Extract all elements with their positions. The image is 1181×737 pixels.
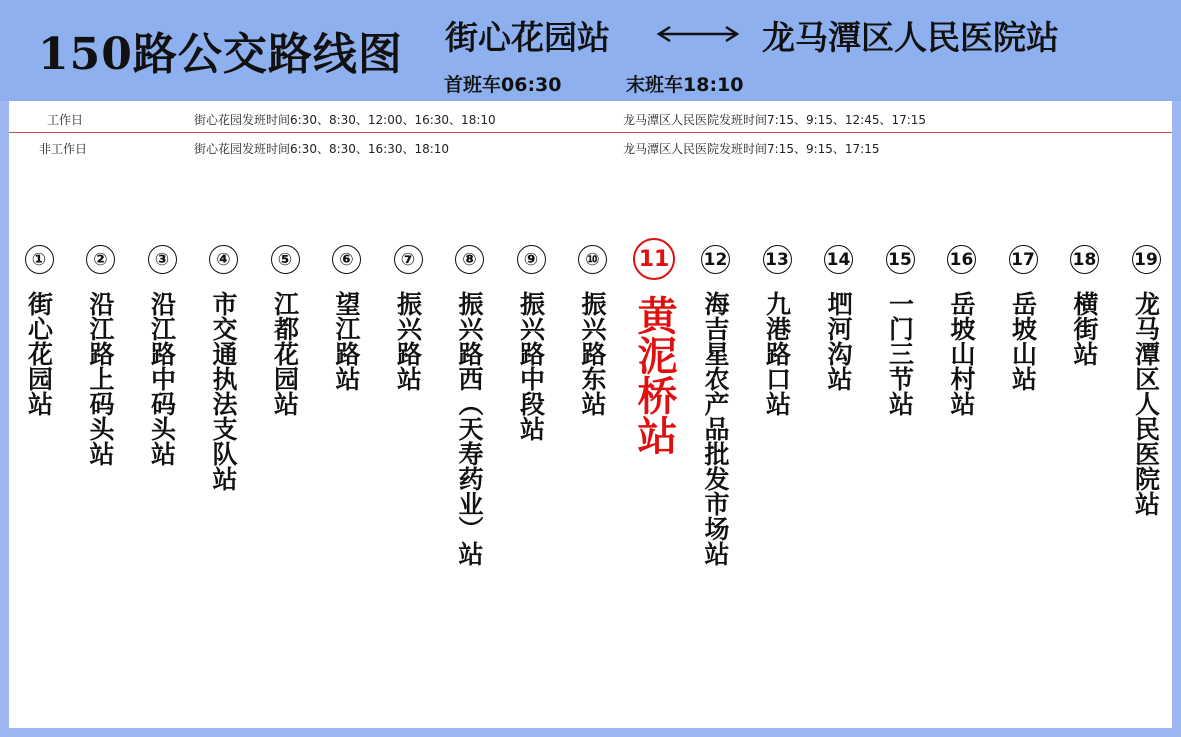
schedule-label: 工作日	[47, 113, 84, 127]
stop-number: ⑨	[517, 245, 546, 274]
stop-name: 江都花园站	[270, 291, 300, 416]
stop	[386, 245, 430, 391]
stop	[1063, 245, 1107, 366]
stop-number: ⑧	[455, 245, 484, 274]
stop-number: 16	[947, 245, 976, 274]
terminal-end: 龙马潭区人民医院站	[762, 18, 1059, 57]
route-title: 150路公交路线图	[38, 29, 403, 80]
schedule-row-weekday	[9, 103, 1172, 133]
stop-name: 振兴路站	[393, 291, 423, 391]
schedule-from-end: 龙马潭区人民医院发班时间7:15、9:15、12:45、17:15	[623, 113, 927, 127]
stop	[325, 245, 369, 391]
stop-number: 15	[886, 245, 915, 274]
stop-number: ⑩	[578, 245, 607, 274]
stop-number: 18	[1070, 245, 1099, 274]
stop	[940, 245, 984, 416]
stop-name: 振兴路东站	[578, 291, 607, 416]
stop-name: 岳坡山站	[1008, 291, 1038, 391]
first-bus-time: 首班车06:30	[444, 74, 562, 96]
stop-name: 海吉星农产品批发市场站	[701, 291, 730, 566]
stop-number: 14	[824, 245, 853, 274]
stop-number: 12	[701, 245, 730, 274]
stop-name: 望江路站	[332, 291, 361, 391]
stop-name: 横街站	[1070, 291, 1099, 366]
stop-name: 黄泥桥站	[631, 295, 677, 455]
stop	[878, 245, 922, 416]
stop	[17, 245, 61, 416]
route-panel	[9, 101, 1172, 728]
stop-number: 11	[633, 238, 675, 280]
bidirectional-arrow-icon	[656, 24, 740, 44]
stop-name: 龙马潭区人民医院站	[1131, 291, 1161, 516]
last-bus-time: 末班车18:10	[626, 74, 744, 96]
stop	[509, 245, 553, 441]
stop-current	[632, 245, 676, 455]
stop-name: 沿江路中码头站	[147, 291, 177, 466]
stop	[1001, 245, 1045, 391]
stop	[571, 245, 615, 416]
stop-number: 19	[1132, 245, 1161, 274]
stop-number: ①	[25, 245, 54, 274]
stop-name: 市交通执法支队站	[209, 291, 238, 491]
stop-name: 街心花园站	[24, 291, 54, 416]
schedule-from-start: 街心花园发班时间6:30、8:30、12:00、16:30、18:10	[194, 113, 496, 127]
stop	[79, 245, 123, 466]
terminal-start: 街心花园站	[445, 18, 610, 57]
stop	[140, 245, 184, 466]
stop-number: ③	[148, 245, 177, 274]
stop	[817, 245, 861, 391]
stop	[448, 245, 492, 566]
stop-number: ④	[209, 245, 238, 274]
stop	[263, 245, 307, 416]
stop-name: 垇河沟站	[824, 291, 853, 391]
stop-name: 岳坡山村站	[947, 291, 976, 416]
stop-name: 九港路口站	[762, 291, 792, 416]
stop-number: 17	[1009, 245, 1038, 274]
stop	[694, 245, 738, 566]
stop	[755, 245, 799, 416]
schedule-from-start: 街心花园发班时间6:30、8:30、16:30、18:10	[194, 142, 450, 156]
stop	[202, 245, 246, 491]
stop-number: ⑥	[332, 245, 361, 274]
schedule-row-nonweekday	[9, 132, 1172, 161]
schedule-label: 非工作日	[39, 142, 88, 156]
stop-number: ②	[86, 245, 115, 274]
stop-name: 振兴路中段站	[516, 291, 546, 441]
schedule-from-end: 龙马潭区人民医院发班时间7:15、9:15、17:15	[623, 142, 880, 156]
stop-name: 一门三节站	[885, 291, 915, 416]
stop-number: ⑤	[271, 245, 300, 274]
header-banner	[0, 0, 1181, 101]
stop-name: 振兴路西（天寿药业）站	[455, 291, 484, 566]
stop-number: 13	[763, 245, 792, 274]
stop-number: ⑦	[394, 245, 423, 274]
stop-name: 沿江路上码头站	[86, 291, 115, 466]
stop	[1124, 245, 1168, 516]
